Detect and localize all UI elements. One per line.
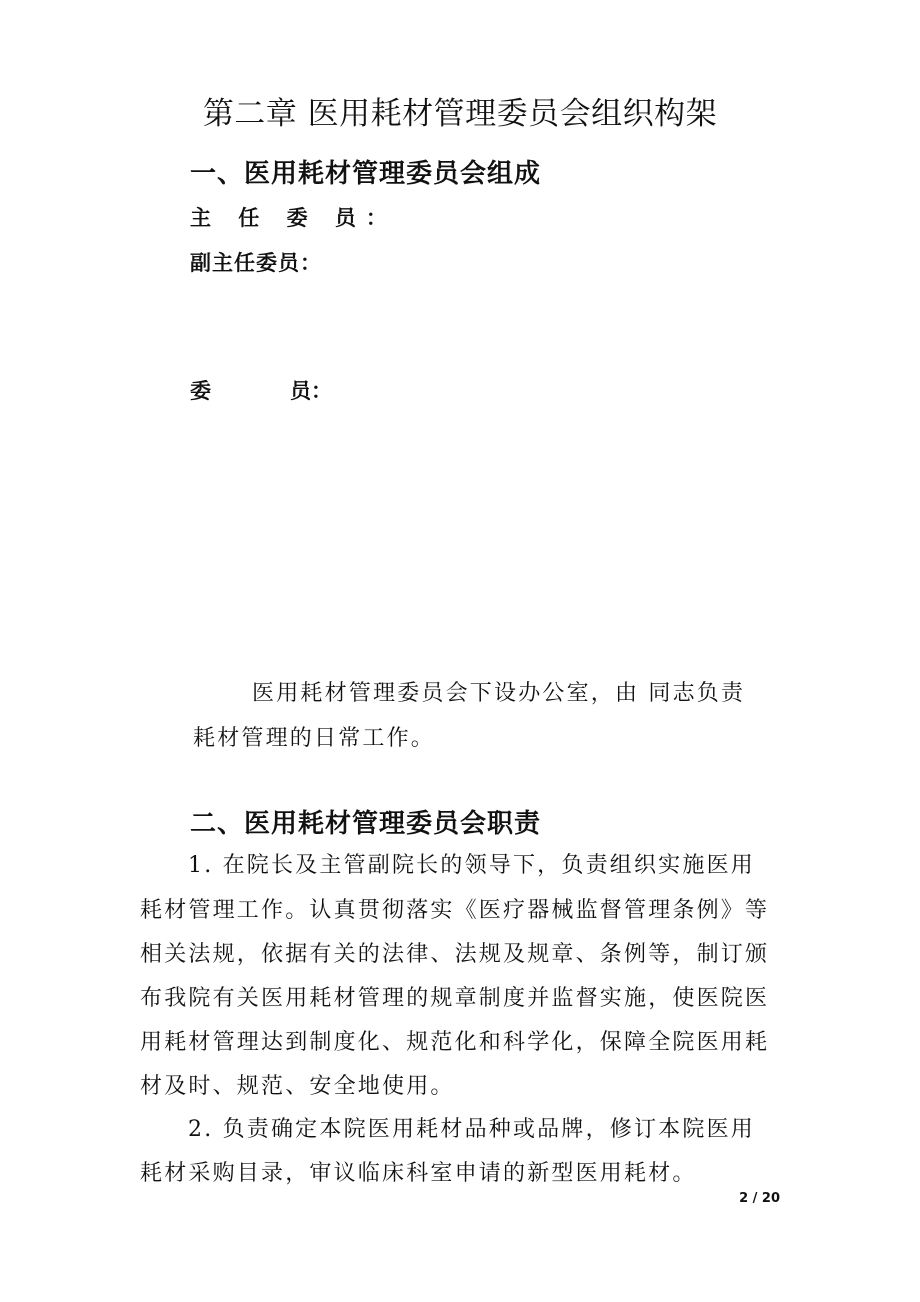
director-label: 主 任 委 员： xyxy=(190,206,397,230)
duty-item-1-line: 用耗材管理达到制度化、规范化和科学化，保障全院医用耗 xyxy=(140,1030,770,1055)
section-heading-duties: 二、医用耗材管理委员会职责 xyxy=(190,809,542,839)
duty-item-1-line: 1. 在院长及主管副院长的领导下，负责组织实施医用 xyxy=(188,853,755,878)
page-number: 2 / 20 xyxy=(739,1191,780,1206)
chapter-title: 第二章 医用耗材管理委员会组织构架 xyxy=(202,96,718,132)
duty-item-1-line: 耗材管理工作。认真贯彻落实《医疗器械监督管理条例》等 xyxy=(140,898,770,923)
section-heading-composition: 一、医用耗材管理委员会组成 xyxy=(190,159,542,189)
deputy-director-label: 副主任委员： xyxy=(190,251,322,275)
member-label-left: 委 xyxy=(190,379,211,403)
duty-item-2-line: 耗材采购目录，审议临床科室申请的新型医用耗材。 xyxy=(140,1161,697,1186)
duty-item-2-line: 2. 负责确定本院医用耗材品种或品牌，修订本院医用 xyxy=(188,1117,755,1142)
duty-item-1-line: 布我院有关医用耗材管理的规章制度并监督实施，使医院医 xyxy=(140,986,770,1011)
member-label-right: 员： xyxy=(290,379,332,403)
duty-item-1-line: 相关法规，依据有关的法律、法规及规章、条例等，制订颁 xyxy=(140,942,770,967)
duty-item-1-line: 材及时、规范、安全地使用。 xyxy=(140,1074,455,1099)
office-paragraph-line: 医用耗材管理委员会下设办公室，由 同志负责 xyxy=(252,681,746,706)
office-paragraph-line: 耗材管理的日常工作。 xyxy=(193,726,436,751)
